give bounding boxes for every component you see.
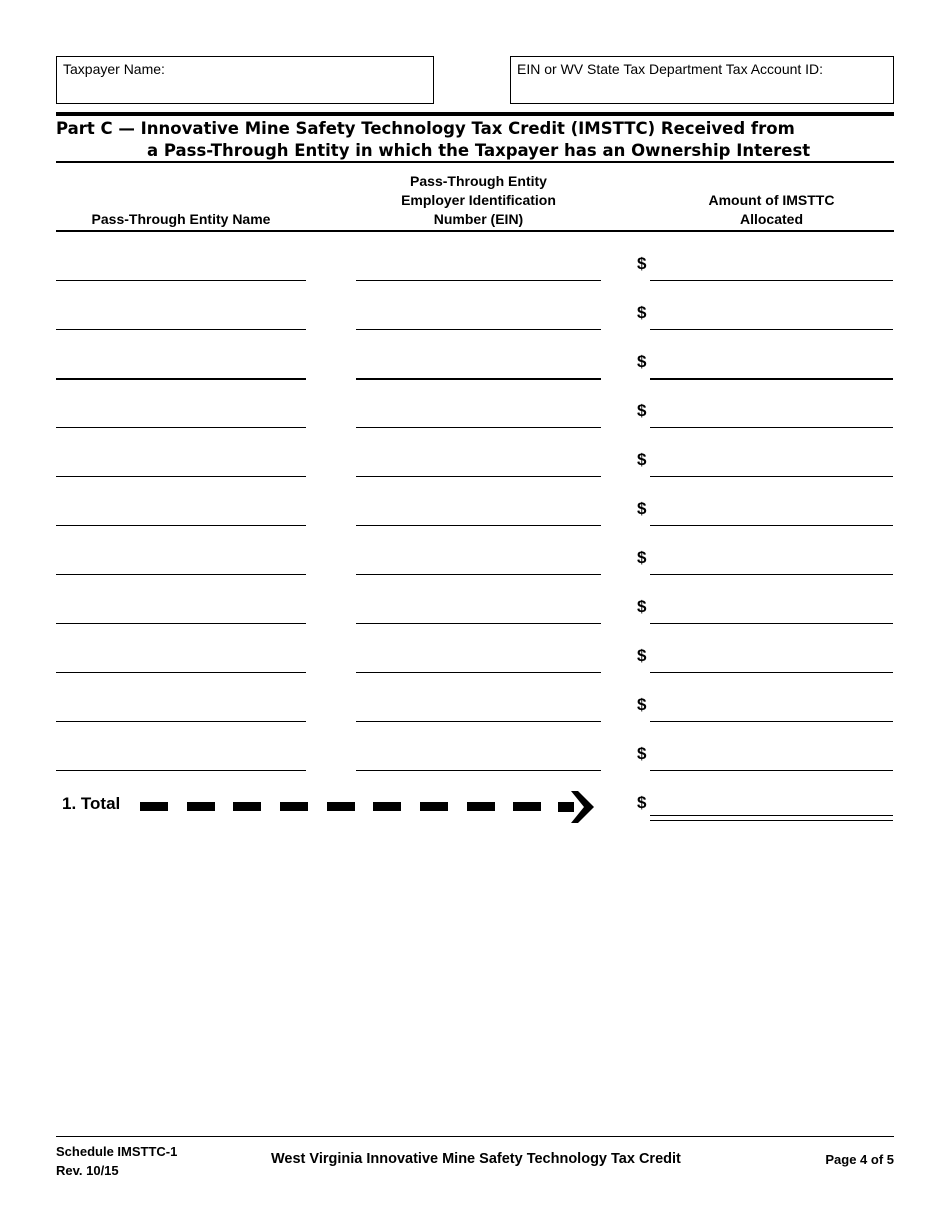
leader-dash (420, 802, 448, 811)
header-underline (56, 230, 894, 232)
entity-name-field[interactable] (56, 476, 306, 477)
entity-name-field[interactable] (56, 623, 306, 624)
ein-field[interactable] (510, 56, 894, 104)
leader-dash (467, 802, 495, 811)
column-header-entity-name (56, 210, 306, 229)
section-divider (56, 112, 894, 116)
entity-name-field[interactable] (56, 280, 306, 281)
dollar-sign: $ (637, 499, 647, 518)
column-header-ein (356, 172, 601, 229)
dollar-sign: $ (637, 352, 647, 371)
amount-field[interactable] (650, 378, 893, 380)
column-header-entity-name-text: Pass-Through Entity Name (91, 211, 271, 227)
amount-field[interactable] (650, 280, 893, 281)
dollar-sign: $ (637, 646, 647, 665)
ein-entry-field[interactable] (356, 427, 601, 428)
column-header-amount-line1: Amount of IMSTTC (708, 192, 835, 208)
part-c-title-line1: Part C — Innovative Mine Safety Technology Tax Credit (IMSTTC) Received from (56, 119, 795, 138)
amount-field[interactable] (650, 476, 893, 477)
entity-name-field[interactable] (56, 378, 306, 380)
column-header-ein-line1: Pass-Through Entity (410, 173, 547, 189)
footer-divider (56, 1136, 894, 1137)
entity-name-field[interactable] (56, 574, 306, 575)
arrow-right-icon (558, 789, 596, 825)
ein-entry-field[interactable] (356, 574, 601, 575)
column-header-amount (650, 191, 893, 229)
total-label: 1. Total (62, 794, 121, 813)
leader-dash (327, 802, 355, 811)
leader-dash (373, 802, 401, 811)
entity-name-field[interactable] (56, 329, 306, 330)
leader-dash (140, 802, 168, 811)
ein-entry-field[interactable] (356, 329, 601, 330)
dollar-sign: $ (637, 744, 647, 763)
dollar-sign: $ (637, 695, 647, 714)
ein-label: EIN or WV State Tax Department Tax Account ID: (517, 61, 824, 77)
footer-schedule-name: Schedule IMSTTC-1 (56, 1144, 178, 1159)
leader-dash (233, 802, 261, 811)
footer-page-number: Page 4 of 5 (825, 1152, 894, 1167)
ein-entry-field[interactable] (356, 378, 601, 380)
footer-schedule (56, 1142, 177, 1180)
total-double-underline (650, 820, 893, 821)
ein-entry-field[interactable] (356, 525, 601, 526)
amount-field[interactable] (650, 574, 893, 575)
amount-field[interactable] (650, 623, 893, 624)
entity-name-field[interactable] (56, 672, 306, 673)
dollar-sign: $ (637, 597, 647, 616)
entity-name-field[interactable] (56, 721, 306, 722)
amount-field[interactable] (650, 672, 893, 673)
taxpayer-name-label: Taxpayer Name: (63, 61, 165, 77)
column-header-ein-line2: Employer Identification (401, 192, 556, 208)
leader-dash (280, 802, 308, 811)
amount-field[interactable] (650, 721, 893, 722)
title-underline (56, 161, 894, 163)
ein-entry-field[interactable] (356, 476, 601, 477)
ein-entry-field[interactable] (356, 623, 601, 624)
ein-entry-field[interactable] (356, 672, 601, 673)
taxpayer-name-field[interactable] (56, 56, 434, 104)
total-amount-field[interactable] (650, 815, 893, 816)
amount-field[interactable] (650, 770, 893, 771)
ein-entry-field[interactable] (356, 280, 601, 281)
dollar-sign: $ (637, 303, 647, 322)
entity-name-field[interactable] (56, 525, 306, 526)
amount-field[interactable] (650, 329, 893, 330)
column-header-ein-line3: Number (EIN) (433, 211, 524, 227)
amount-field[interactable] (650, 525, 893, 526)
amount-field[interactable] (650, 427, 893, 428)
dollar-sign: $ (637, 548, 647, 567)
dollar-sign: $ (637, 450, 647, 469)
part-c-title-line2: a Pass-Through Entity in which the Taxpayer has an Ownership Interest (147, 141, 811, 160)
footer-revision: Rev. 10/15 (56, 1163, 119, 1178)
leader-dash (513, 802, 541, 811)
dollar-sign: $ (637, 401, 647, 420)
part-c-title (56, 118, 894, 162)
footer-title: West Virginia Innovative Mine Safety Technology Tax Credit (271, 1151, 681, 1167)
leader-dash (187, 802, 215, 811)
ein-entry-field[interactable] (356, 721, 601, 722)
entity-name-field[interactable] (56, 770, 306, 771)
entity-name-field[interactable] (56, 427, 306, 428)
dollar-sign: $ (637, 254, 647, 273)
ein-entry-field[interactable] (356, 770, 601, 771)
total-dollar-sign: $ (637, 793, 647, 812)
column-header-amount-line2: Allocated (739, 211, 803, 227)
